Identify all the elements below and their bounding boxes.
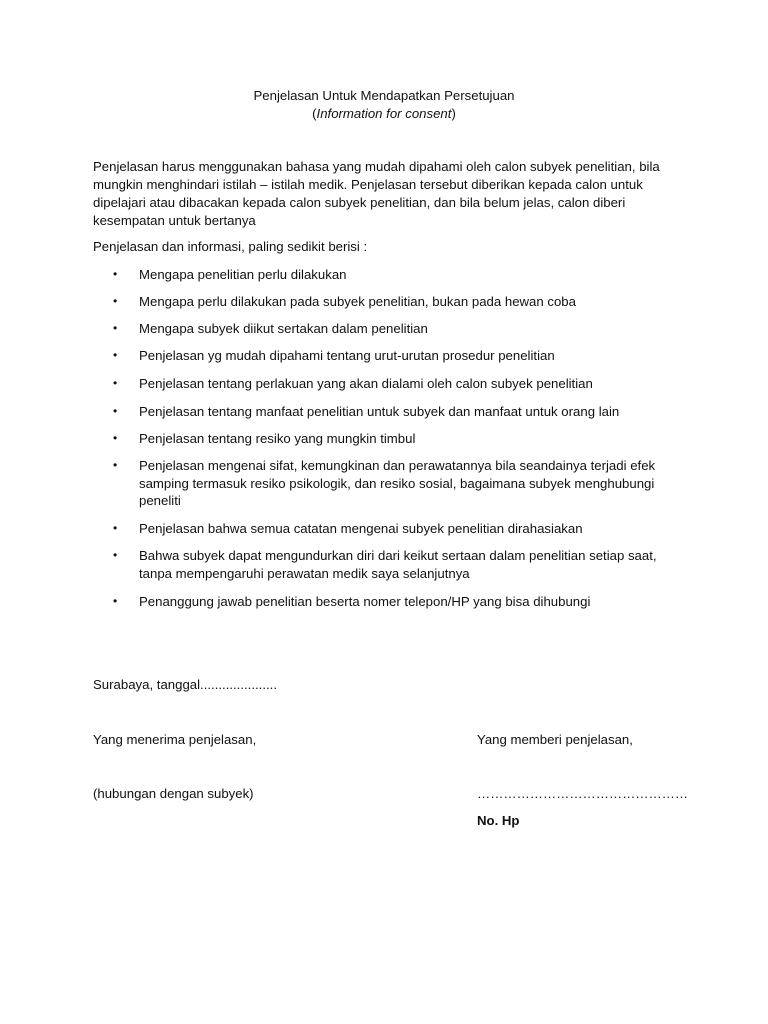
bullet-text: Penjelasan bahwa semua catatan mengenai subyek penelitian dirahasiakan — [139, 521, 583, 536]
bullet-item — [113, 457, 673, 510]
bullet-text: Penjelasan tentang manfaat penelitian untuk subyek dan manfaat untuk orang lain — [139, 404, 620, 419]
giver-label: Yang memberi penjelasan, — [477, 732, 633, 747]
bullet-icon: • — [113, 294, 118, 308]
bullet-icon: • — [113, 458, 118, 472]
bullet-icon: • — [113, 348, 118, 362]
document-subtitle — [0, 105, 768, 123]
bullet-item — [113, 347, 673, 365]
bullet-text: Bahwa subyek dapat mengundurkan diri dari keikut sertaan dalam penelitian setiap saat, tanpa mempengaruhi perawatan medik saya selanjutnya — [139, 548, 657, 581]
bullet-icon: • — [113, 521, 118, 535]
bullet-item — [113, 593, 673, 611]
bullet-icon: • — [113, 594, 118, 608]
bullet-text: Penjelasan yg mudah dipahami tentang urut-urutan prosedur penelitian — [139, 348, 555, 363]
bullet-icon: • — [113, 321, 118, 335]
giver-signature-line: ………………………………………… — [477, 786, 688, 801]
bullet-text: Mengapa penelitian perlu dilakukan — [139, 267, 347, 282]
bullet-text: Penjelasan mengenai sifat, kemungkinan dan perawatannya bila seandainya terjadi efek samping termasuk resiko psikologik, dan resiko sosial, bagaimana subyek menghubungi peneliti — [139, 458, 656, 508]
subtitle-open-paren: ( — [312, 106, 317, 121]
bullet-text: Penjelasan tentang resiko yang mungkin timbul — [139, 431, 416, 446]
bullet-item — [113, 375, 673, 393]
receiver-label: Yang menerima penjelasan, — [93, 732, 257, 747]
bullet-item — [113, 403, 673, 421]
bullet-item — [113, 430, 673, 448]
document-title: Penjelasan Untuk Mendapatkan Persetujuan — [253, 88, 515, 103]
bullet-text: Penanggung jawab penelitian beserta nomer telepon/HP yang bisa dihubungi — [139, 594, 591, 609]
bullet-item — [113, 520, 673, 538]
bullet-icon: • — [113, 404, 118, 418]
subtitle-close-paren: ) — [451, 106, 456, 121]
bullet-icon: • — [113, 267, 118, 281]
bullet-item — [113, 293, 673, 311]
list-heading: Penjelasan dan informasi, paling sedikit berisi : — [93, 239, 368, 254]
document-title-block — [0, 87, 768, 123]
subtitle-italic-text: Information for consent — [316, 106, 452, 121]
bullet-icon: • — [113, 548, 118, 562]
bullet-item — [113, 266, 673, 284]
bullet-item — [113, 547, 673, 582]
phone-label: No. Hp — [477, 813, 520, 828]
bullet-icon: • — [113, 376, 118, 390]
bullet-text: Penjelasan tentang perlakuan yang akan dialami oleh calon subyek penelitian — [139, 376, 593, 391]
bullet-text: Mengapa perlu dilakukan pada subyek penelitian, bukan pada hewan coba — [139, 294, 576, 309]
bullet-item — [113, 320, 673, 338]
bullet-icon: • — [113, 431, 118, 445]
bullet-text: Mengapa subyek diikut sertakan dalam penelitian — [139, 321, 428, 336]
place-date-line: Surabaya, tanggal..................... — [93, 677, 277, 692]
intro-paragraph: Penjelasan harus menggunakan bahasa yang mudah dipahami oleh calon subyek penelitian, bila mungkin menghindari istilah – istilah medik. Penjelasan tersebut diberikan kepada calon untuk dipelajari atau dibacakan kepada calon subyek penelitian, dan bila belum jelas, calon diberi kesempatan untuk bertanya — [93, 159, 660, 228]
relation-label: (hubungan dengan subyek) — [93, 786, 254, 801]
